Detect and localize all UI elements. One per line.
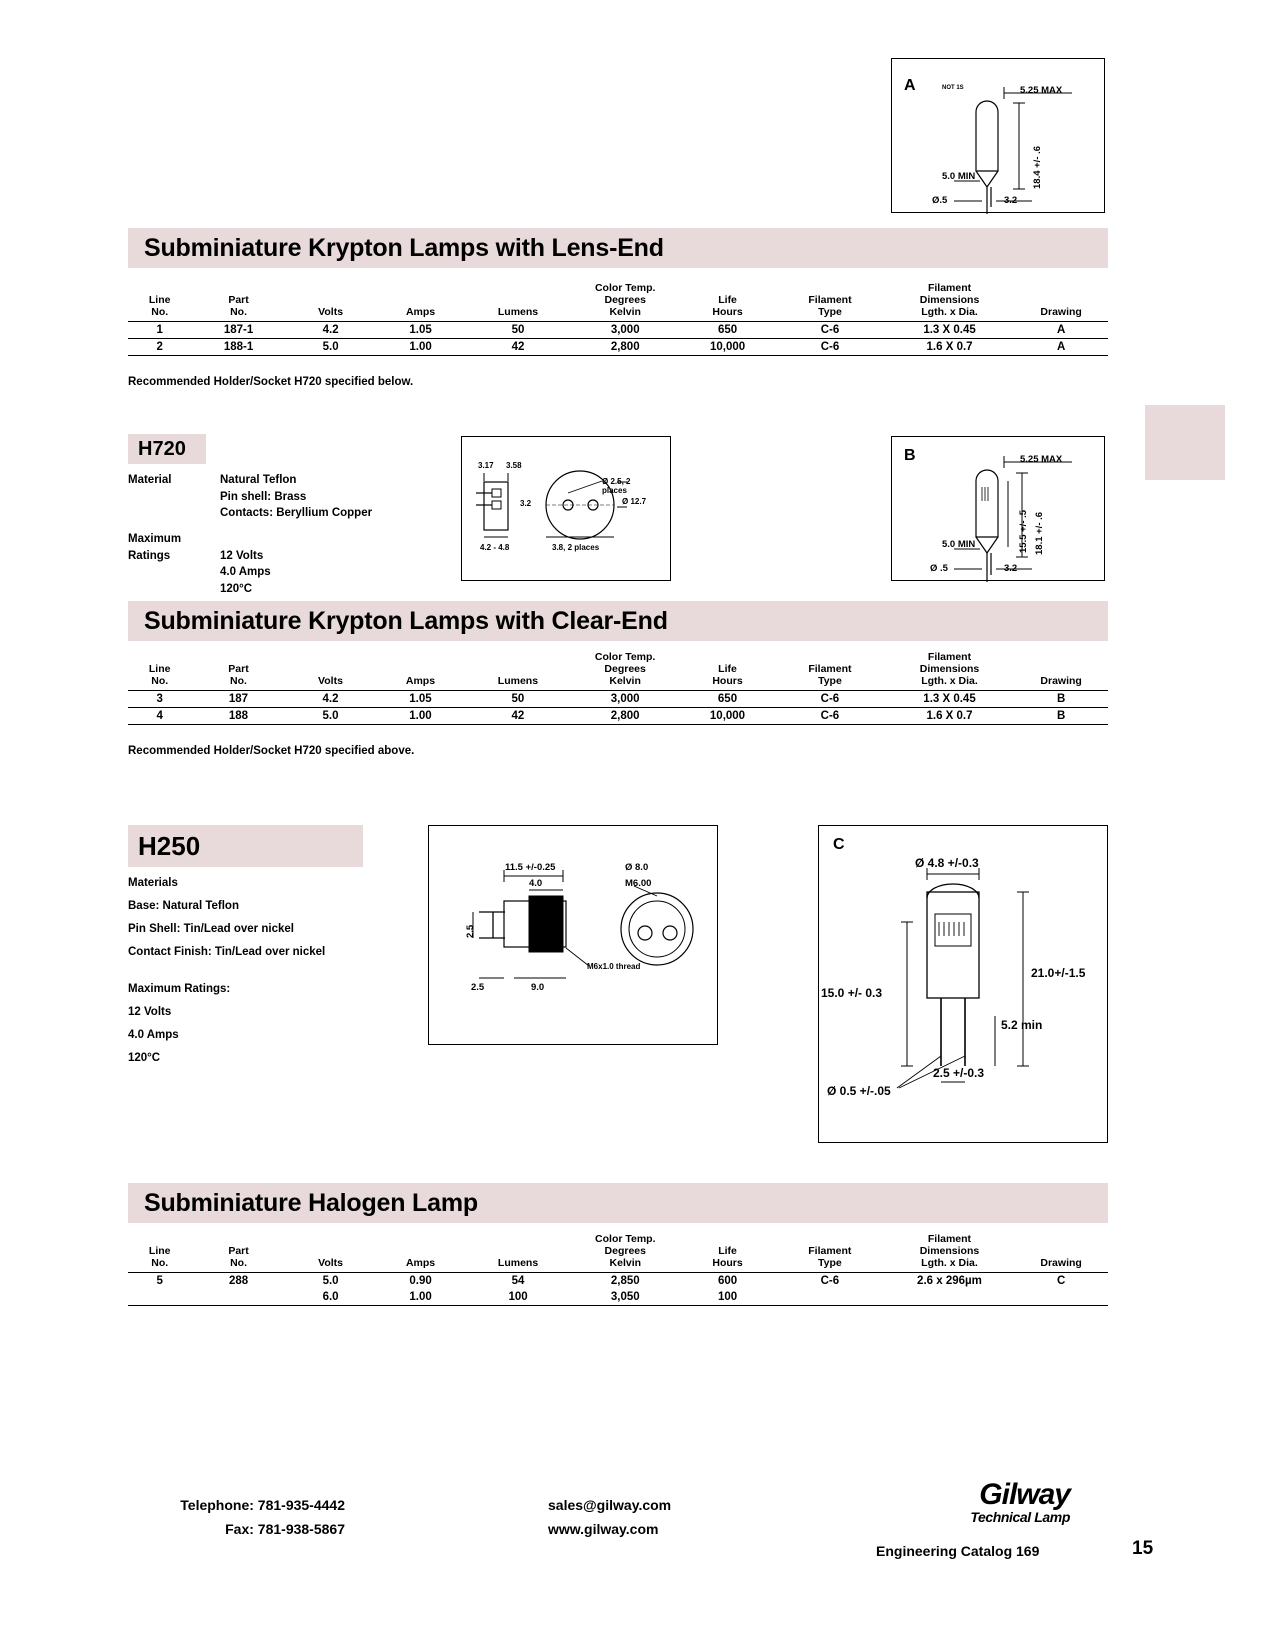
- h250-spec-list: [128, 872, 418, 1070]
- th-life: Life: [718, 663, 737, 676]
- drawing-a-dim-3: 5.0 MIN: [942, 171, 976, 182]
- cell-lumens: 50: [511, 324, 525, 337]
- th-type: Type: [818, 306, 842, 319]
- cell-volts: 6.0: [322, 1291, 339, 1304]
- cell-type: C-6: [820, 1275, 840, 1288]
- drawing-b-dim-3: 15.5 +/- .5: [1018, 509, 1029, 553]
- th-lgth-dia: Lgth. x Dia.: [921, 1257, 978, 1270]
- h250-dim-7: 9.0: [531, 982, 545, 993]
- note-clear-end: Recommended Holder/Socket H720 specified above.: [128, 745, 415, 757]
- cell-drawing: A: [1056, 341, 1066, 354]
- cell-volts: 5.0: [322, 710, 339, 723]
- cell-dimensions: 1.3 X 0.45: [923, 693, 976, 706]
- drawing-a-dim-1: 5.25 MAX: [1020, 85, 1063, 96]
- h720-material-line-1: Natural Teflon: [220, 474, 297, 486]
- gilway-logo: [880, 1480, 1070, 1525]
- h250-dim-6: 2.5: [471, 982, 485, 993]
- h720-dim-4: Ø 2.5, 2 places: [602, 477, 631, 495]
- th-amps: Amps: [405, 1257, 436, 1270]
- cell-type: C-6: [820, 341, 840, 354]
- cell-kelvin: 2,850: [610, 1275, 640, 1288]
- cell-hours: 100: [717, 1291, 738, 1304]
- drawing-b-dim-2: 18.1 +/- .6: [1034, 511, 1045, 555]
- h720-rating-3: 120°C: [220, 583, 253, 596]
- th-dimensions: Dimensions: [919, 1245, 980, 1258]
- cell-hours: 10,000: [709, 341, 746, 354]
- cell-drawing: B: [1056, 693, 1066, 706]
- note-lens-end: Recommended Holder/Socket H720 specified below.: [128, 376, 414, 388]
- th-lumens: Lumens: [497, 306, 539, 319]
- h250-materials-label: Materials: [128, 877, 178, 889]
- footer-website[interactable]: www.gilway.com: [548, 1521, 659, 1537]
- banner-lens-end-title: Subminiature Krypton Lamps with Lens-End: [144, 233, 664, 262]
- cell-lumens: 50: [511, 693, 525, 706]
- th-drawing: Drawing: [1040, 1257, 1082, 1270]
- cell-hours: 650: [717, 693, 738, 706]
- cell-dimensions: 2.6 x 296µm: [917, 1275, 982, 1288]
- cell-amps: 1.00: [409, 1291, 432, 1304]
- table-row: [128, 1289, 1108, 1306]
- cell-line-no: 5: [156, 1275, 163, 1288]
- cell-lumens: 42: [511, 341, 525, 354]
- cell-kelvin: 3,000: [610, 693, 640, 706]
- logo-secondary-text: Technical Lamp: [970, 1509, 1070, 1525]
- cell-drawing: C: [1056, 1275, 1066, 1288]
- h250-rating-3: 120°C: [128, 1052, 161, 1064]
- th-hours: Hours: [712, 675, 743, 688]
- page-number: 15: [1132, 1538, 1154, 1559]
- cell-hours: 650: [717, 324, 738, 337]
- th-kelvin: Kelvin: [609, 675, 641, 688]
- h720-rating-2: 4.0 Amps: [220, 566, 271, 579]
- table-row: [128, 708, 1108, 725]
- th-part: Part: [228, 1245, 249, 1258]
- h250-drawing-box: [428, 825, 718, 1045]
- th-colortemp: Color Temp.: [594, 282, 656, 294]
- drawing-a-dim-5: 3.2: [1004, 195, 1018, 206]
- banner-lens-end: [128, 228, 1108, 268]
- cell-dimensions: 1.6 X 0.7: [926, 341, 973, 354]
- h250-dim-1: 11.5 +/-0.25: [505, 862, 556, 873]
- drawing-c-dim-2: 21.0+/-1.5: [1031, 966, 1086, 980]
- cell-line-no: 3: [156, 693, 163, 706]
- th-lgth-dia: Lgth. x Dia.: [921, 306, 978, 319]
- h720-ratings-label-1: Maximum: [128, 533, 182, 546]
- cell-kelvin: 3,000: [610, 324, 640, 337]
- h720-dim-5: Ø 12.7: [622, 497, 647, 506]
- cell-amps: 1.05: [409, 324, 432, 337]
- h720-material-line-2: Pin shell: Brass: [220, 490, 307, 503]
- th-kelvin: Kelvin: [609, 1257, 642, 1270]
- h250-tag-label: H250: [138, 830, 201, 861]
- th-part-no: No.: [230, 675, 247, 688]
- th-part-no: No.: [230, 306, 248, 319]
- h250-materials-line-1: Base: Natural Teflon: [128, 900, 239, 912]
- cell-line-no: 4: [156, 710, 163, 723]
- th-part: Part: [228, 294, 249, 307]
- th-drawing: Drawing: [1040, 306, 1082, 319]
- table-row: [128, 691, 1108, 708]
- th-line-no: No.: [151, 675, 169, 688]
- th-line-no: No.: [151, 1257, 169, 1270]
- footer-fax: Fax: 781-938-5867: [225, 1521, 345, 1537]
- cell-part-no: 188: [228, 710, 249, 723]
- drawing-c-box: [818, 825, 1108, 1143]
- h250-rating-1: 12 Volts: [128, 1006, 172, 1018]
- logo-primary-text: Gilway: [979, 1478, 1070, 1511]
- cell-part-no: 288: [228, 1275, 249, 1288]
- th-lgth-dia: Lgth. x Dia.: [921, 675, 978, 688]
- cell-volts: 5.0: [322, 341, 339, 354]
- drawing-b-dim-4: 5.0 MIN: [942, 539, 976, 550]
- banner-halogen-title: Subminiature Halogen Lamp: [144, 1188, 478, 1217]
- th-life: Life: [718, 294, 737, 307]
- th-colortemp: Color Temp.: [595, 1233, 656, 1245]
- cell-type: C-6: [820, 693, 840, 706]
- cell-amps: 0.90: [409, 1275, 432, 1288]
- h720-tag: [128, 434, 206, 464]
- drawing-a-tiny-note: NOT 1S: [942, 85, 964, 91]
- th-lumens: Lumens: [497, 1257, 539, 1270]
- drawing-b-dim-5: Ø .5: [930, 563, 948, 574]
- cell-part-no: 187: [228, 693, 249, 706]
- cell-hours: 600: [717, 1275, 738, 1288]
- footer-email[interactable]: sales@gilway.com: [548, 1497, 672, 1513]
- th-degrees: Degrees: [604, 1245, 646, 1258]
- th-line-no: No.: [151, 306, 169, 319]
- table-row: [128, 1273, 1108, 1290]
- table-row: [128, 339, 1108, 356]
- cell-type: C-6: [820, 710, 840, 723]
- th-dimensions: Dimensions: [919, 663, 980, 676]
- h720-dim-7: 3.8, 2 places: [552, 543, 600, 552]
- th-hours: Hours: [712, 1257, 743, 1270]
- th-line: Line: [148, 663, 171, 676]
- cell-volts: 4.2: [322, 324, 339, 337]
- h250-dim-3: Ø 8.0: [625, 862, 649, 873]
- h250-dim-4: M6.00: [625, 878, 652, 889]
- drawing-c-dim-5: 2.5 +/-0.3: [933, 1066, 985, 1080]
- cell-drawing: [1014, 1289, 1108, 1306]
- cell-dimensions: 1.6 X 0.7: [926, 710, 973, 723]
- drawing-a-label: A: [904, 77, 916, 94]
- th-kelvin: Kelvin: [609, 306, 641, 319]
- cell-hours: 10,000: [709, 710, 746, 723]
- th-volts: Volts: [318, 1257, 344, 1270]
- th-type: Type: [817, 1257, 842, 1270]
- drawing-a-dim-4: Ø.5: [932, 195, 948, 206]
- footer-catalog: Engineering Catalog 169: [876, 1543, 1040, 1559]
- drawing-b-label: B: [904, 447, 916, 464]
- cell-lumens: 54: [511, 1275, 525, 1288]
- h720-dim-2: 3.58: [506, 461, 522, 470]
- drawing-a-dim-2: 18.4 +/- .6: [1032, 145, 1043, 189]
- banner-clear-end: [128, 601, 1108, 641]
- cell-kelvin: 3,050: [610, 1291, 640, 1304]
- h250-tag: [128, 825, 363, 867]
- th-part-no: No.: [230, 1257, 247, 1270]
- th-amps: Amps: [405, 306, 436, 319]
- cell-volts: 5.0: [322, 1275, 339, 1288]
- drawing-b-dim-1: 5.25 MAX: [1020, 454, 1063, 465]
- cell-kelvin: 2,800: [610, 341, 640, 354]
- h720-ratings-label-2: Ratings: [128, 549, 171, 562]
- cell-part-no: 188-1: [223, 341, 254, 354]
- table-lens-end: [128, 282, 1108, 356]
- cell-amps: 1.05: [409, 693, 432, 706]
- cell-type: C-6: [820, 324, 840, 337]
- cell-volts: 4.2: [322, 693, 339, 706]
- h250-dim-5: 2.5: [465, 924, 476, 938]
- th-volts: Volts: [318, 306, 344, 319]
- h250-dim-2: 4.0: [529, 878, 543, 889]
- drawing-b-box: [891, 436, 1105, 581]
- banner-halogen: [128, 1183, 1108, 1223]
- drawing-c-label: C: [833, 836, 845, 853]
- drawing-b-dim-6: 3.2: [1004, 563, 1018, 574]
- h720-dim-1: 3.17: [478, 461, 494, 470]
- cell-amps: 1.00: [409, 341, 432, 354]
- cell-lumens: 42: [511, 710, 525, 723]
- cell-lumens: 100: [508, 1291, 528, 1304]
- cell-type: [775, 1289, 885, 1306]
- h720-dim-3: 3.2: [520, 499, 532, 508]
- h720-spec-list: [128, 472, 448, 598]
- drawing-c-dim-4: 5.2 min: [1001, 1018, 1043, 1032]
- h720-drawing-box: [461, 436, 671, 581]
- h250-dim-8: M6x1.0 thread: [587, 962, 641, 971]
- h720-rating-1: 12 Volts: [220, 549, 264, 562]
- th-colortemp: Color Temp.: [594, 651, 656, 663]
- table-halogen: [128, 1233, 1108, 1306]
- cell-dimensions: [885, 1289, 1015, 1306]
- drawing-c-dim-3: 15.0 +/- 0.3: [821, 986, 883, 1000]
- th-life: Life: [718, 1245, 737, 1258]
- th-part: Part: [228, 663, 249, 676]
- h250-materials-line-3: Contact Finish: Tin/Lead over nickel: [128, 946, 326, 958]
- drawing-c-dim-1: Ø 4.8 +/-0.3: [915, 856, 979, 870]
- th-lumens: Lumens: [497, 675, 539, 688]
- cell-line-no: 2: [156, 341, 163, 354]
- side-tab-marker: [1145, 405, 1225, 480]
- th-volts: Volts: [318, 675, 343, 688]
- h720-material-label: Material: [128, 474, 172, 486]
- h250-rating-2: 4.0 Amps: [128, 1029, 179, 1041]
- h720-dim-6: 4.2 - 4.8: [480, 543, 510, 552]
- th-hours: Hours: [712, 306, 743, 319]
- cell-line-no: 1: [156, 324, 163, 337]
- cell-part-no: 187-1: [223, 324, 254, 337]
- th-line: Line: [148, 294, 171, 307]
- th-filament: Filament: [927, 651, 972, 663]
- th-filament: Filament: [927, 282, 972, 294]
- cell-part-no: [191, 1289, 285, 1306]
- th-drawing: Drawing: [1040, 675, 1082, 688]
- cell-dimensions: 1.3 X 0.45: [923, 324, 976, 337]
- cell-amps: 1.00: [409, 710, 432, 723]
- cell-drawing: B: [1056, 710, 1066, 723]
- th-amps: Amps: [405, 675, 436, 688]
- th-filament-type-1: Filament: [808, 663, 852, 676]
- th-type: Type: [818, 675, 842, 688]
- drawing-c-dim-6: Ø 0.5 +/-.05: [827, 1084, 891, 1098]
- table-row: [128, 322, 1108, 339]
- h250-ratings-label: Maximum Ratings:: [128, 983, 231, 995]
- th-filament: Filament: [927, 1233, 972, 1245]
- cell-drawing: A: [1056, 324, 1066, 337]
- h250-materials-line-2: Pin Shell: Tin/Lead over nickel: [128, 923, 294, 935]
- cell-kelvin: 2,800: [610, 710, 640, 723]
- table-clear-end: [128, 651, 1108, 725]
- th-filament-type-1: Filament: [808, 1245, 852, 1258]
- th-degrees: Degrees: [604, 663, 646, 676]
- footer-telephone: Telephone: 781-935-4442: [180, 1497, 345, 1513]
- banner-clear-end-title: Subminiature Krypton Lamps with Clear-End: [144, 606, 668, 635]
- h720-material-line-3: Contacts: Beryllium Copper: [220, 507, 373, 520]
- h720-tag-label: H720: [138, 437, 186, 460]
- cell-line-no: [128, 1289, 191, 1306]
- th-filament-type-1: Filament: [808, 294, 852, 307]
- th-dimensions: Dimensions: [919, 294, 980, 307]
- th-degrees: Degrees: [604, 294, 646, 307]
- th-line: Line: [148, 1245, 171, 1258]
- drawing-a-box: [891, 58, 1105, 213]
